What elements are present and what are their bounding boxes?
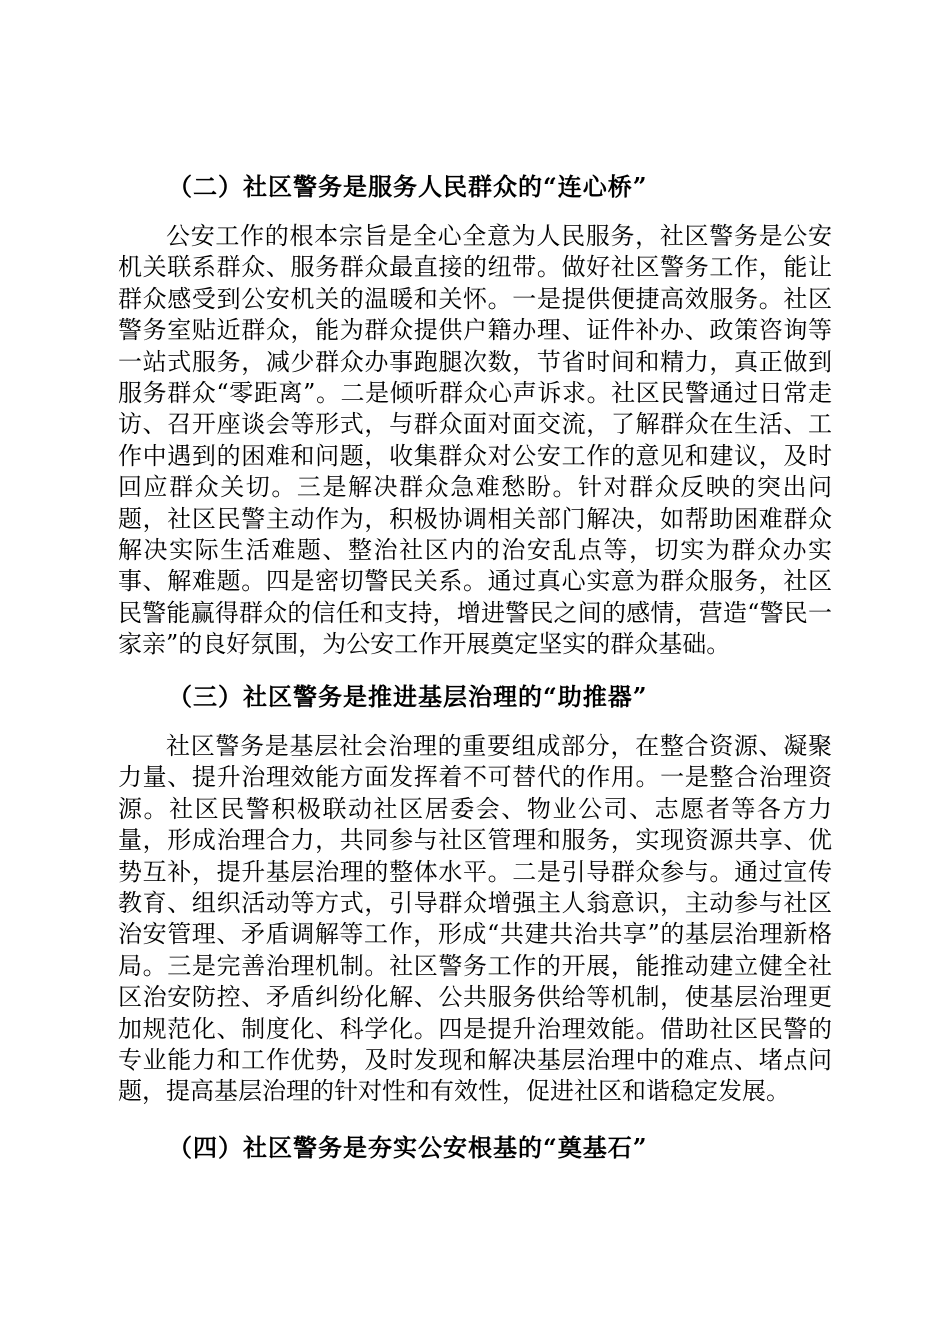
section-paragraph-3: 社区警务是基层社会治理的重要组成部分，在整合资源、凝聚力量、提升治理效能方面发挥着不可替代的作用。一是整合治理资源。社区民警积极联动社区居委会、物业公司、志愿者等各方力量，形成治理合力，共同参与社区管理和服务，实现资源共享、优势互补，提升基层治理的整体水平。二是引导群众参与。通过宣传教育、组织活动等方式，引导群众增强主人翁意识，主动参与社区治安管理、矛盾调解等工作，形成“共建共治共享”的基层治理新格局。三是完善治理机制。社区警务工作的开展，能推动建立健全社区治安防控、矛盾纠纷化解、公共服务供给等机制，使基层治理更加规范化、制度化、科学化。四是提升治理效能。借助社区民警的专业能力和工作优势，及时发现和解决基层治理中的难点、堵点问题，提高基层治理的针对性和有效性，促进社区和谐稳定发展。 bbox=[118, 732, 832, 1106]
section-heading-3: （三）社区警务是推进基层治理的“助推器” bbox=[168, 682, 648, 711]
section-paragraph-2: 公安工作的根本宗旨是全心全意为人民服务，社区警务是公安机关联系群众、服务群众最直接的纽带。做好社区警务工作，能让群众感受到公安机关的温暖和关怀。一是提供便捷高效服务。社区警务室贴近群众，能为群众提供户籍办理、证件补办、政策咨询等一站式服务，减少群众办事跑腿次数，节省时间和精力，真正做到服务群众“零距离”。二是倾听群众心声诉求。社区民警通过日常走访、召开座谈会等形式，与群众面对面交流，了解群众在生活、工作中遇到的困难和问题，收集群众对公安工作的意见和建议，及时回应群众关切。三是解决群众急难愁盼。针对群众反映的突出问题，社区民警主动作为，积极协调相关部门解决，如帮助困难群众解决实际生活难题、整治社区内的治安乱点等，切实为群众办实事、解难题。四是密切警民关系。通过真心实意为群众服务，社区民警能赢得群众的信任和支持，增进警民之间的感情，营造“警民一家亲”的良好氛围，为公安工作开展奠定坚实的群众基础。 bbox=[118, 222, 832, 659]
section-heading-2: （二）社区警务是服务人民群众的“连心桥” bbox=[168, 172, 648, 201]
section-heading-4: （四）社区警务是夯实公安根基的“奠基石” bbox=[168, 1133, 648, 1162]
